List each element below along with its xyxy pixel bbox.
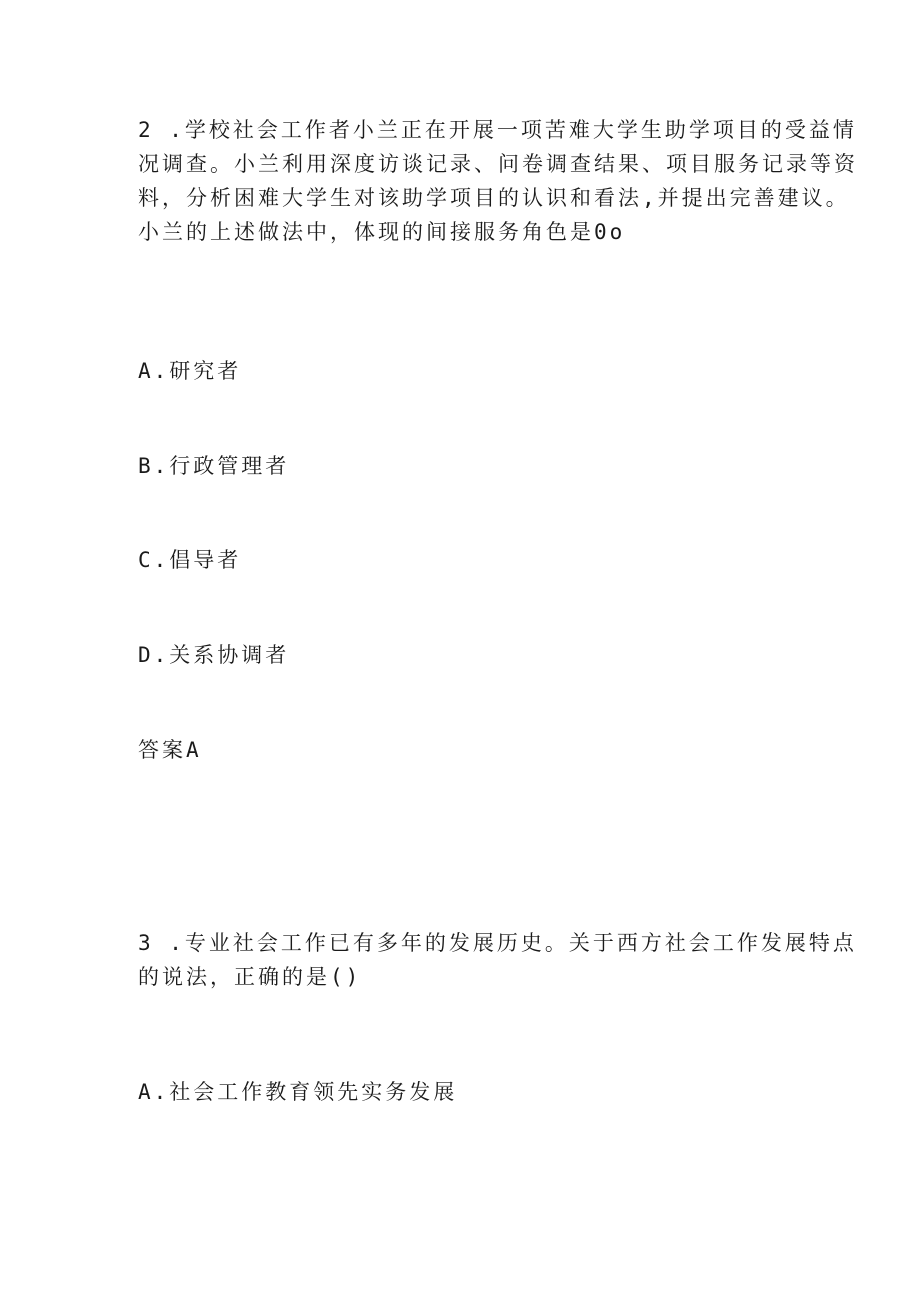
question-3-line-2: 的说法，正确的是() — [138, 965, 362, 989]
question-2-stem — [138, 113, 858, 249]
question-2-line-4: 小兰的上述做法中，体现的间接服务角色是0o — [138, 220, 626, 244]
question-2-line-3: 料，分析困难大学生对该助学项目的认识和看法,并提出完善建议。 — [138, 186, 850, 210]
question-2-option-b: B.行政管理者 — [138, 454, 290, 478]
question-3-option-a: A.社会工作教育领先实务发展 — [138, 1080, 458, 1104]
question-2-line-2: 况调查。小兰利用深度访谈记录、问卷调查结果、项目服务记录等资 — [138, 152, 858, 176]
question-3-line-1: 3 .专业社会工作已有多年的发展历史。关于西方社会工作发展特点 — [138, 931, 857, 955]
question-2-option-a: A.研究者 — [138, 359, 242, 383]
question-2-option-c: C.倡导者 — [138, 548, 242, 572]
question-2-line-1: 2 .学校社会工作者小兰正在开展一项苦难大学生助学项目的受益情 — [138, 118, 857, 142]
question-2-answer: 答案A — [138, 738, 202, 762]
question-2-option-d: D.关系协调者 — [138, 643, 290, 667]
question-3-stem — [138, 926, 857, 994]
